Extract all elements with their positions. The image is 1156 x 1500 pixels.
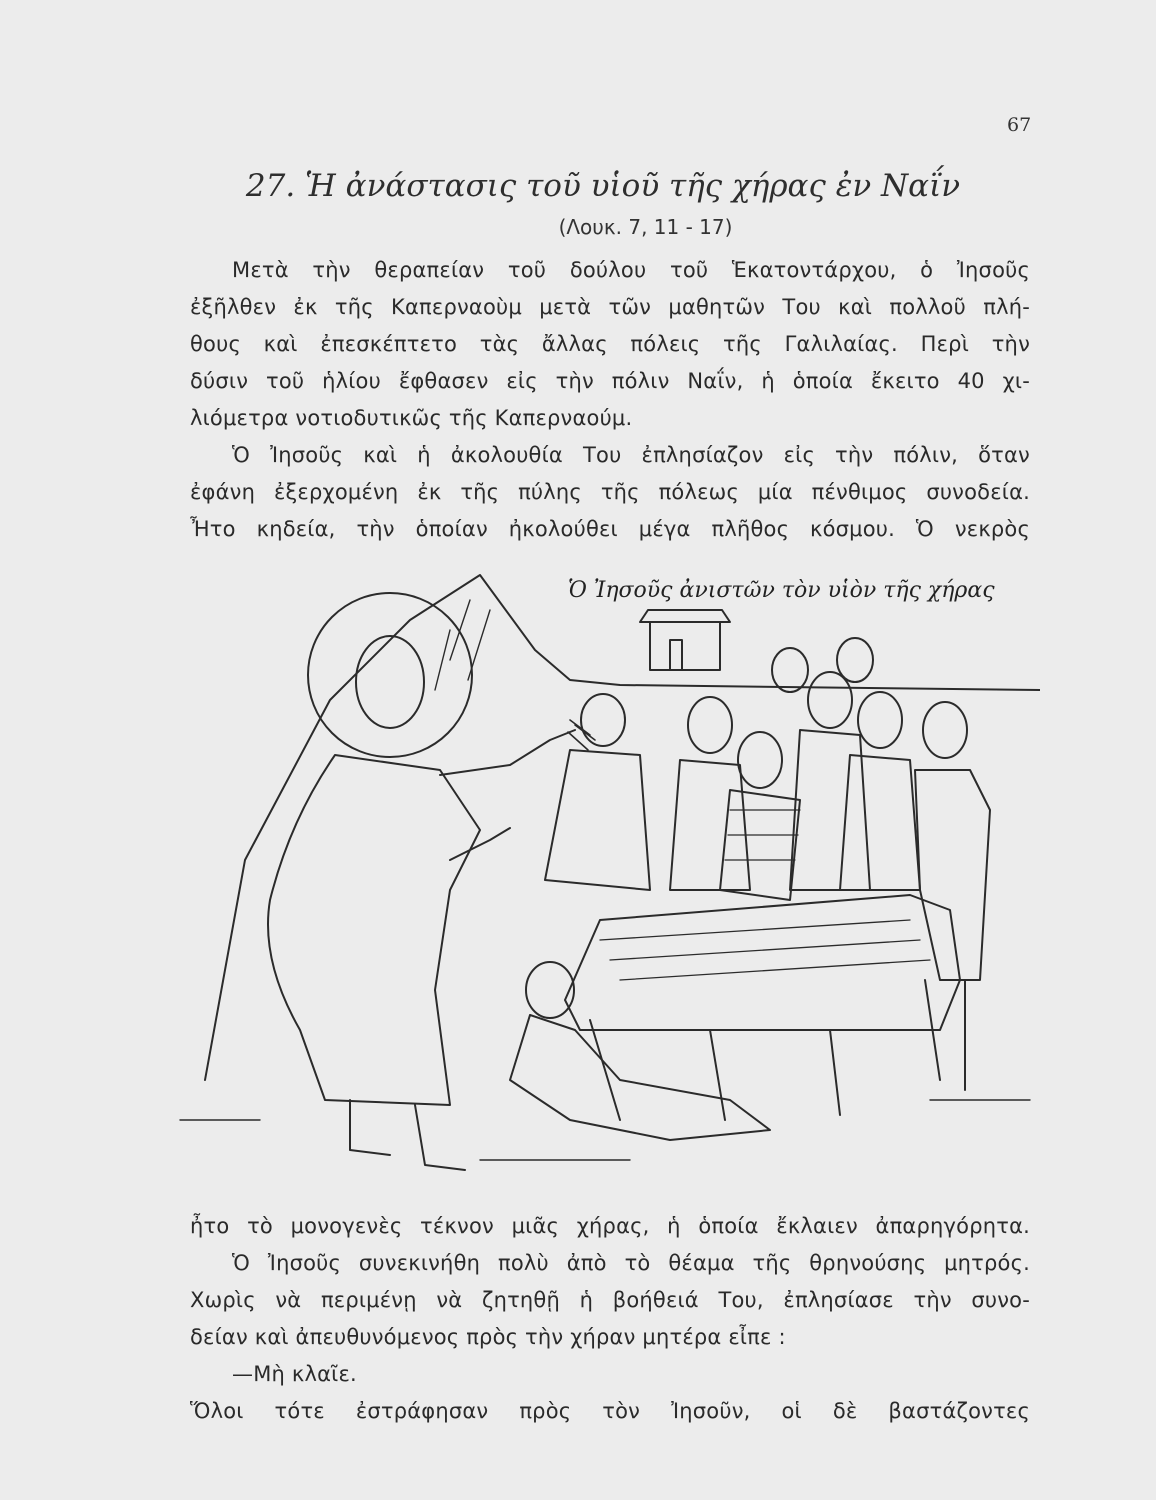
text-line: δύσιν τοῦ ἡλίου ἔφθασεν εἰς τὴν πόλιν Ναΐν, ἡ ὁποία ἔκειτο 40 χι- xyxy=(190,369,1030,393)
text-line: Χωρὶς νὰ περιμένῃ νὰ ζητηθῇ ἡ βοήθειά Του, ἐπλησίασε τὴν συνο- xyxy=(190,1288,1030,1312)
widow-robe xyxy=(510,1015,770,1140)
text-line: —Μὴ κλαῖε. xyxy=(232,1362,357,1386)
text-line: λιόμετρα νοτιοδυτικῶς τῆς Καπερναούμ. xyxy=(190,406,633,430)
text-line: ἦτο τὸ μονογενὲς τέκνον μιᾶς χήρας, ἡ ὁποία ἔκλαιεν ἀπαρηγόρητα. xyxy=(190,1214,1030,1238)
text-line: δείαν καὶ ἀπευθυνόμενος πρὸς τὴν χήραν μητέρα εἶπε : xyxy=(190,1325,786,1349)
text-line: Ὁ Ἰησοῦς συνεκινήθη πολὺ ἀπὸ τὸ θέαμα τῆς θρηνούσης μητρός. xyxy=(232,1251,1030,1275)
mourner-head xyxy=(808,672,852,728)
building xyxy=(650,622,720,670)
mourner-head xyxy=(772,648,808,692)
christ-arm xyxy=(440,730,575,775)
text-line: Μετὰ τὴν θεραπείαν τοῦ δούλου τοῦ Ἑκατοντάρχου, ὁ Ἰησοῦς xyxy=(232,258,1030,282)
illustration-caption: Ὁ Ἰησοῦς ἀνιστῶν τὸν υἱὸν τῆς χήρας xyxy=(568,578,995,603)
halo xyxy=(308,593,472,757)
text-line: Ἦτο κηδεία, τὴν ὁποίαν ἠκολούθει μέγα πλῆθος κόσμου. Ὁ νεκρὸς xyxy=(190,517,1030,541)
text-line: Ὅλοι τότε ἐστράφησαν πρὸς τὸν Ἰησοῦν, οἱ δὲ βαστάζοντες xyxy=(190,1399,1030,1423)
text-line: ἐφάνη ἐξερχομένη ἐκ τῆς πύλης τῆς πόλεως μία πένθιμος συνοδεία. xyxy=(190,480,1030,504)
christ-head xyxy=(356,636,424,728)
text-line: Ὁ Ἰησοῦς καὶ ἡ ἀκολουθία Του ἐπλησίαζον εἰς τὴν πόλιν, ὅταν xyxy=(232,443,1030,467)
widow-head xyxy=(526,962,574,1018)
text-line: ἐξῆλθεν ἐκ τῆς Καπερναοὺμ μετὰ τῶν μαθητῶν Του καὶ πολλοῦ πλή- xyxy=(190,295,1030,319)
young-man-head xyxy=(738,732,782,788)
christ-robe xyxy=(268,755,480,1105)
chapter-title: 27. Ἡ ἀνάστασις τοῦ υἱοῦ τῆς χήρας ἐν Ναΐν xyxy=(245,168,961,204)
text-block-bottom xyxy=(190,1208,1030,1430)
illustration xyxy=(150,560,1040,1200)
mourner-head xyxy=(837,638,873,682)
mourner-head xyxy=(581,694,625,746)
mourner-head xyxy=(688,697,732,753)
scripture-reference: (Λουκ. 7, 11 - 17) xyxy=(558,215,733,239)
page-number: 67 xyxy=(1007,114,1032,136)
text-line: θους καὶ ἐπεσκέπτετο τὰς ἄλλας πόλεις τῆς Γαλιλαίας. Περὶ τὴν xyxy=(190,332,1030,356)
mourner-head xyxy=(923,702,967,758)
text-block-top xyxy=(190,252,1030,548)
mourner-head xyxy=(858,692,902,748)
